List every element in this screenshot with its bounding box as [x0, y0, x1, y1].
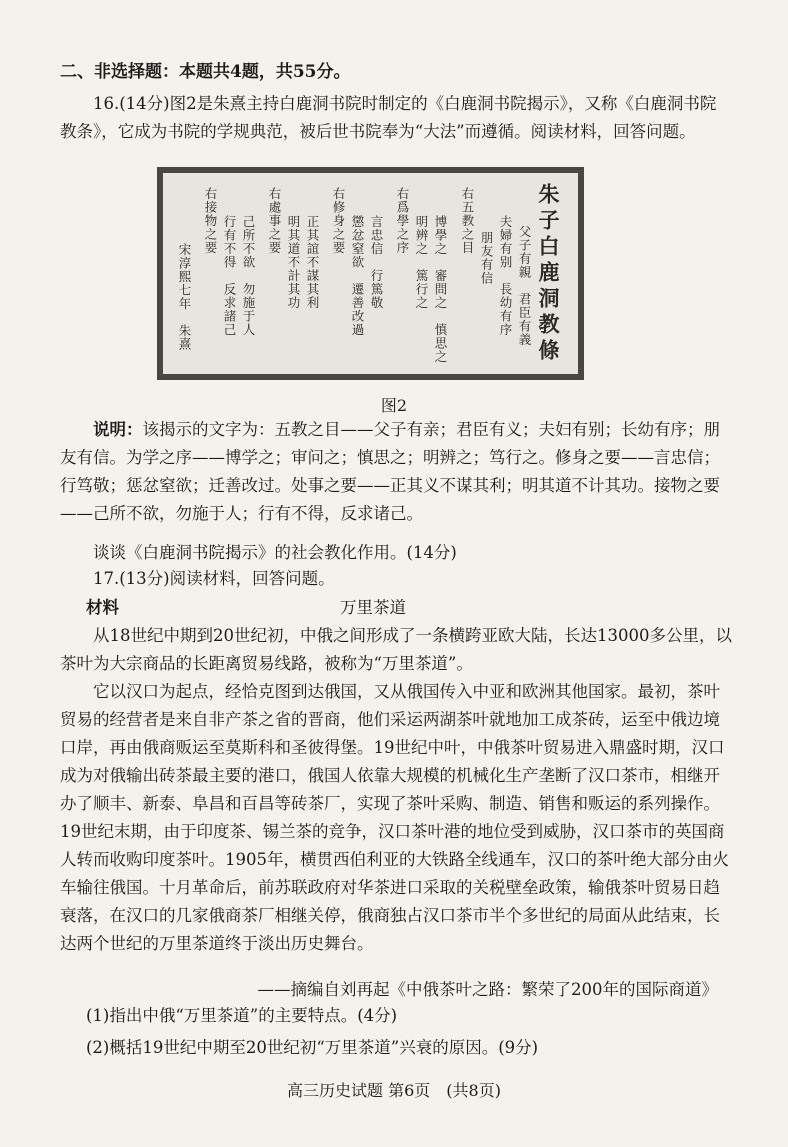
- inscription-column: 右處事之要: [267, 187, 282, 255]
- inscription-column: 夫婦有别 長幼有序: [498, 215, 513, 337]
- q16-intro: 16.(14分)图2是朱熹主持白鹿洞书院时制定的《白鹿洞书院揭示》，又称《白鹿洞书院教条》，它成为书院的学规典范，被后世书院奉为“大法”而遵循。阅读材料，回答问题。: [60, 94, 717, 141]
- material-title: 万里茶道: [340, 598, 406, 617]
- figure-caption: 图2: [380, 396, 408, 415]
- inscription-signature: 宋淳熙七年 朱熹: [177, 243, 192, 351]
- inscription-column: 父子有親 君臣有義: [517, 225, 532, 347]
- inscription-column: 朋友有信: [479, 231, 494, 285]
- q17-subquestion-2: (2)概括19世纪中期至20世纪初“万里茶道”兴衰的原因。(9分): [86, 1038, 539, 1057]
- inscription-column: 懲忿窒欲 遷善改過: [350, 215, 365, 337]
- note-text: 该揭示的文字为：五教之目——父子有亲；君臣有义；夫妇有别；长幼有序；朋友有信。为学之序——博学之；审问之；慎思之；明辨之；笃行之。修身之要——言忠信；行笃敬；惩忿窒欲；迁善改过。处事之要——正其义不谋其利；明其道不计其功。接物之要——己所不欲，勿施于人；行有不得，反求诸己。: [60, 420, 720, 523]
- inscription-column: 博學之 審問之 慎思之: [433, 215, 448, 364]
- section-header: 二、非选择题：本题共4题，共55分。: [60, 62, 351, 82]
- material-source: ——摘编自刘再起《中俄茶叶之路：繁荣了200年的国际商道》: [257, 980, 718, 999]
- inscription-column: 正其誼不謀其利: [305, 215, 320, 310]
- inscription-column: 言忠信 行篤敬: [369, 215, 384, 310]
- inscription-column: 行有不得 反求諸己: [222, 215, 237, 337]
- inscription-column: 己所不欲 勿施于人: [241, 215, 256, 337]
- inscription-column: 明辨之 篤行之: [414, 215, 429, 310]
- inscription-title: 朱子白鹿洞教條: [536, 183, 561, 365]
- page-footer: 高三历史试题 第6页 (共8页): [287, 1081, 501, 1100]
- q16-question: 谈谈《白鹿洞书院揭示》的社会教化作用。(14分): [93, 543, 457, 562]
- material-paragraph-1: 从18世纪中期到20世纪初，中俄之间形成了一条横跨亚欧大陆，长达13000多公里，以茶叶为大宗商品的长距离贸易线路，被称为“万里茶道”。: [60, 626, 732, 673]
- inscription-column: 右五教之目: [460, 187, 475, 255]
- inscription-column: 右爲學之序: [395, 187, 410, 255]
- inscription-column: 右修身之要: [331, 187, 346, 255]
- inscription-column: 右接物之要: [203, 187, 218, 255]
- q16-note: [60, 416, 732, 528]
- inscription-column: 明其道不計其功: [286, 215, 301, 310]
- material-paragraph-2: 它以汉口为起点，经恰克图到达俄国，又从俄国传入中亚和欧洲其他国家。最初，茶叶贸易的经营者是来自非产茶之省的晋商，他们采运两湖茶叶就地加工成茶砖，运至中俄边境口岸，再由俄商贩运至莫斯科和圣彼得堡。19世纪中叶，中俄茶叶贸易进入鼎盛时期，汉口成为对俄输出砖茶最主要的港口，俄国人依靠大规模的机械化生产垄断了汉口茶市，相继开办了顺丰、新泰、阜昌和百昌等砖茶厂，实现了茶叶采购、制造、销售和贩运的系列操作。19世纪末期，由于印度茶、锡兰茶的竞争，汉口茶叶港的地位受到威胁，汉口茶市的英国商人转而收购印度茶叶。1905年，横贯西伯利亚的大铁路全线通车，汉口的茶叶绝大部分由火车输往俄国。十月革命后，前苏联政府对华茶进口采取的关税壁垒政策，输俄茶叶贸易日趋衰落，在汉口的几家俄商茶厂相继关停，俄商独占汉口茶市半个多世纪的局面从此结束，长达两个世纪的万里茶道终于淡出历史舞台。: [60, 682, 729, 953]
- figure-2-inscription: [157, 167, 584, 380]
- q17-intro: 17.(13分)阅读材料，回答问题。: [93, 569, 335, 588]
- material-label: 材料: [86, 598, 119, 617]
- note-label: 说明：: [93, 420, 143, 439]
- q17-subquestion-1: (1)指出中俄“万里茶道”的主要特点。(4分): [86, 1006, 398, 1025]
